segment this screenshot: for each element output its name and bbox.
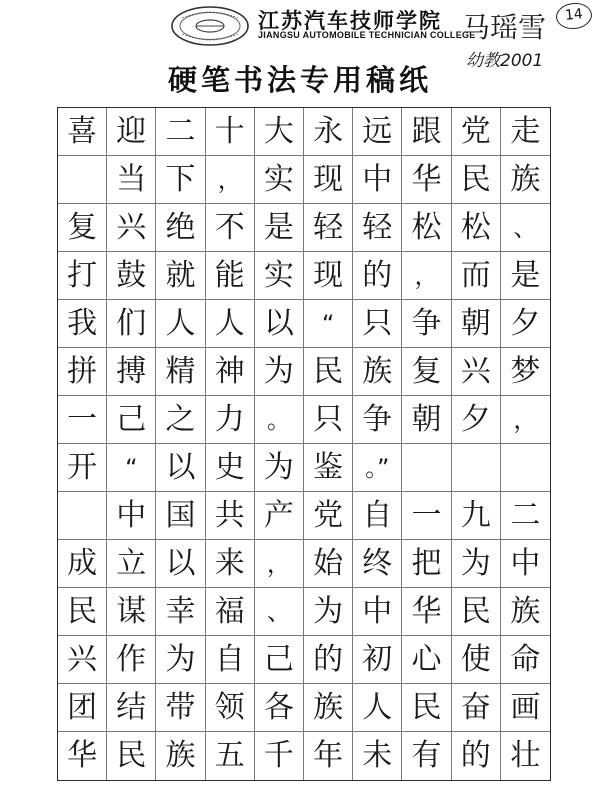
- grid-cell-r11-c1: 民: [58, 588, 107, 636]
- grid-cell-r4-c2: 鼓: [107, 252, 156, 300]
- grid-cell-r5-c8: 争: [402, 300, 451, 348]
- grid-cell-r5-c7: 只: [353, 300, 402, 348]
- grid-cell-r1-c4: 十: [206, 108, 255, 156]
- grid-cell-r1-c6: 永: [304, 108, 353, 156]
- grid-cell-r4-c4: 能: [206, 252, 255, 300]
- writing-grid: [57, 107, 551, 781]
- grid-cell-r2-c3: 下: [156, 156, 205, 204]
- grid-cell-r8-c2: “: [107, 444, 156, 492]
- grid-cell-r12-c3: 为: [156, 636, 205, 684]
- grid-cell-r4-c5: 实: [255, 252, 304, 300]
- grid-cell-r2-c5: 实: [255, 156, 304, 204]
- grid-cell-r14-c3: 族: [156, 732, 205, 780]
- grid-cell-r10-c8: 把: [402, 540, 451, 588]
- grid-cell-r2-c2: 当: [107, 156, 156, 204]
- grid-cell-r6-c2: 搏: [107, 348, 156, 396]
- grid-cell-r12-c8: 心: [402, 636, 451, 684]
- grid-cell-r7-c6: 只: [304, 396, 353, 444]
- grid-cell-r14-c5: 千: [255, 732, 304, 780]
- grid-cell-r14-c9: 的: [452, 732, 501, 780]
- college-seal-logo: [170, 4, 250, 48]
- grid-cell-r3-c1: 复: [58, 204, 107, 252]
- grid-cell-r6-c4: 神: [206, 348, 255, 396]
- grid-cell-r12-c4: 自: [206, 636, 255, 684]
- grid-cell-r8-c3: 以: [156, 444, 205, 492]
- student-name: 马瑶雪: [462, 11, 547, 44]
- grid-cell-r11-c6: 为: [304, 588, 353, 636]
- grid-cell-r12-c7: 初: [353, 636, 402, 684]
- grid-cell-r10-c6: 始: [304, 540, 353, 588]
- grid-cell-r1-c9: 党: [452, 108, 501, 156]
- grid-cell-r10-c1: 成: [58, 540, 107, 588]
- grid-cell-r11-c10: 族: [501, 588, 550, 636]
- grid-cell-r13-c6: 族: [304, 684, 353, 732]
- grid-cell-r13-c8: 民: [402, 684, 451, 732]
- grid-cell-r10-c5: ，: [255, 540, 304, 588]
- grid-cell-r8-c8: [402, 444, 451, 492]
- grid-cell-r14-c10: 壮: [510, 738, 541, 773]
- grid-cell-r1-c8: 跟: [402, 108, 451, 156]
- grid-cell-r6-c3: 精: [156, 348, 205, 396]
- grid-cell-r13-c5: 各: [255, 684, 304, 732]
- grid-cell-r3-c5: 是: [255, 204, 304, 252]
- grid-cell-r6-c1: 拼: [58, 348, 107, 396]
- grid-cell-r6-c5: 为: [255, 348, 304, 396]
- college-name-english: JIANGSU AUTOMOBILE TECHNICIAN COLLEGE: [258, 30, 476, 40]
- grid-cell-r2-c4: ，: [206, 156, 255, 204]
- grid-cell-r5-c2: 们: [107, 300, 156, 348]
- grid-cell-r5-c1: 我: [58, 300, 107, 348]
- grid-cell-r12-c2: 作: [107, 636, 156, 684]
- student-class: 幼教2001: [466, 51, 544, 71]
- grid-cell-r13-c4: 领: [206, 684, 255, 732]
- grid-cell-r4-c10: 是: [501, 252, 550, 300]
- grid-cell-r3-c8: 松: [402, 204, 451, 252]
- grid-cell-r14-c2: 民: [107, 732, 156, 780]
- grid-cell-r12-c5: 己: [255, 636, 304, 684]
- grid-cell-r3-c3: 绝: [156, 204, 205, 252]
- grid-cell-r7-c5: 。: [255, 396, 304, 444]
- grid-cell-r1-c10: 走: [501, 108, 550, 156]
- grid-cell-r5-c6: “: [304, 300, 353, 348]
- grid-cell-r13-c7: 人: [353, 684, 402, 732]
- grid-cell-r11-c5: 、: [255, 588, 304, 636]
- page-title: 硬笔书法专用稿纸: [167, 63, 432, 97]
- grid-cell-r11-c8: 华: [402, 588, 451, 636]
- grid-cell-r12-c1: 兴: [58, 636, 107, 684]
- grid-cell-r10-c2: 立: [107, 540, 156, 588]
- grid-cell-r14-c7: 未: [353, 732, 402, 780]
- grid-cell-r4-c9: 而: [452, 252, 501, 300]
- grid-cell-r8-c6: 鉴: [304, 444, 353, 492]
- grid-cell-r7-c4: 力: [206, 396, 255, 444]
- grid-cell-r11-c4: 福: [206, 588, 255, 636]
- grid-cell-r6-c10: 梦: [501, 348, 550, 396]
- grid-cell-r13-c3: 带: [156, 684, 205, 732]
- grid-cell-r1-c1: 喜: [58, 108, 107, 156]
- grid-cell-r12-c10: 命: [501, 636, 550, 684]
- grid-cell-r7-c10: ，: [501, 396, 550, 444]
- grid-cell-r9-c8: 一: [402, 492, 451, 540]
- grid-cell-r6-c7: 族: [353, 348, 402, 396]
- grid-cell-r3-c4: 不: [206, 204, 255, 252]
- grid-cell-r8-c1: 开: [58, 444, 107, 492]
- grid-cell-r13-c10: 画: [501, 684, 550, 732]
- grid-cell-r10-c10: 中: [501, 540, 550, 588]
- grid-cell-r6-c8: 复: [402, 348, 451, 396]
- grid-cell-r5-c4: 人: [206, 300, 255, 348]
- grid-cell-r6-c6: 民: [304, 348, 353, 396]
- grid-cell-r7-c8: 朝: [402, 396, 451, 444]
- grid-cell-r5-c9: 朝: [452, 300, 501, 348]
- grid-cell-r5-c3: 人: [156, 300, 205, 348]
- grid-cell-r4-c1: 打: [58, 252, 107, 300]
- grid-cell-r2-c10: 族: [501, 156, 550, 204]
- grid-cell-r5-c10: 夕: [501, 300, 550, 348]
- page-header: [0, 0, 600, 104]
- grid-cell-r4-c3: 就: [156, 252, 205, 300]
- grid-cell-r7-c1: 一: [58, 396, 107, 444]
- grid-cell-r11-c2: 谋: [107, 588, 156, 636]
- grid-cell-r14-c4: 五: [206, 732, 255, 780]
- grid-cell-r9-c7: 自: [353, 492, 402, 540]
- grid-cell-r14-c8: 有: [402, 732, 451, 780]
- grid-cell-r11-c7: 中: [353, 588, 402, 636]
- grid-cell-r9-c10: 二: [501, 492, 550, 540]
- grid-cell-r2-c7: 中: [353, 156, 402, 204]
- grid-cell-r13-c1: 团: [58, 684, 107, 732]
- grid-cell-r13-c9: 奋: [452, 684, 501, 732]
- grid-cell-r3-c2: 兴: [107, 204, 156, 252]
- grid-cell-r3-c7: 轻: [353, 204, 402, 252]
- grid-cell-r2-c8: 华: [402, 156, 451, 204]
- grid-cell-r7-c2: 己: [107, 396, 156, 444]
- grid-cell-r9-c4: 共: [206, 492, 255, 540]
- grid-cell-r14-c6: 年: [304, 732, 353, 780]
- grid-cell-r9-c2: 中: [107, 492, 156, 540]
- grid-cell-r10-c9: 为: [452, 540, 501, 588]
- college-name-chinese: 江苏汽车技师学院: [258, 8, 442, 33]
- grid-cell-r10-c7: 终: [353, 540, 402, 588]
- grid-cell-r13-c2: 结: [107, 684, 156, 732]
- grid-cell-r11-c3: 幸: [156, 588, 205, 636]
- grid-cell-r2-c9: 民: [452, 156, 501, 204]
- grid-cell-r8-c4: 史: [206, 444, 255, 492]
- grid-cell-r8-c10: [501, 444, 550, 492]
- grid-cell-r8-c9: [452, 444, 501, 492]
- grid-cell-r9-c6: 党: [304, 492, 353, 540]
- grid-cell-r5-c5: 以: [255, 300, 304, 348]
- grid-cell-r3-c6: 轻: [304, 204, 353, 252]
- grid-cell-r1-c3: 二: [156, 108, 205, 156]
- grid-cell-r7-c7: 争: [353, 396, 402, 444]
- student-number-badge: 14: [555, 1, 594, 31]
- grid-cell-r3-c10: 、: [501, 204, 550, 252]
- grid-cell-r14-c1: 华: [58, 732, 107, 780]
- grid-cell-r8-c5: 为: [255, 444, 304, 492]
- grid-cell-r11-c9: 民: [452, 588, 501, 636]
- grid-cell-r6-c9: 兴: [452, 348, 501, 396]
- grid-cell-r12-c9: 使: [452, 636, 501, 684]
- grid-cell-r2-c1: [58, 156, 107, 204]
- grid-cell-r4-c7: 的: [353, 252, 402, 300]
- grid-cell-r9-c1: [58, 492, 107, 540]
- grid-cell-r4-c8: ，: [402, 252, 451, 300]
- grid-cell-r1-c5: 大: [255, 108, 304, 156]
- grid-cell-r1-c2: 迎: [107, 108, 156, 156]
- grid-cell-r3-c9: 松: [452, 204, 501, 252]
- grid-cell-r9-c5: 产: [255, 492, 304, 540]
- grid-cell-r10-c3: 以: [156, 540, 205, 588]
- grid-cell-r12-c6: 的: [304, 636, 353, 684]
- grid-cell-r1-c7: 远: [353, 108, 402, 156]
- grid-cell-r10-c4: 来: [206, 540, 255, 588]
- grid-cell-r9-c9: 九: [452, 492, 501, 540]
- grid-cell-r7-c3: 之: [156, 396, 205, 444]
- grid-cell-r4-c6: 现: [304, 252, 353, 300]
- grid-cell-r2-c6: 现: [304, 156, 353, 204]
- grid-cell-r7-c9: 夕: [452, 396, 501, 444]
- grid-cell-r8-c7: 。”: [353, 444, 402, 492]
- grid-cell-r9-c3: 国: [156, 492, 205, 540]
